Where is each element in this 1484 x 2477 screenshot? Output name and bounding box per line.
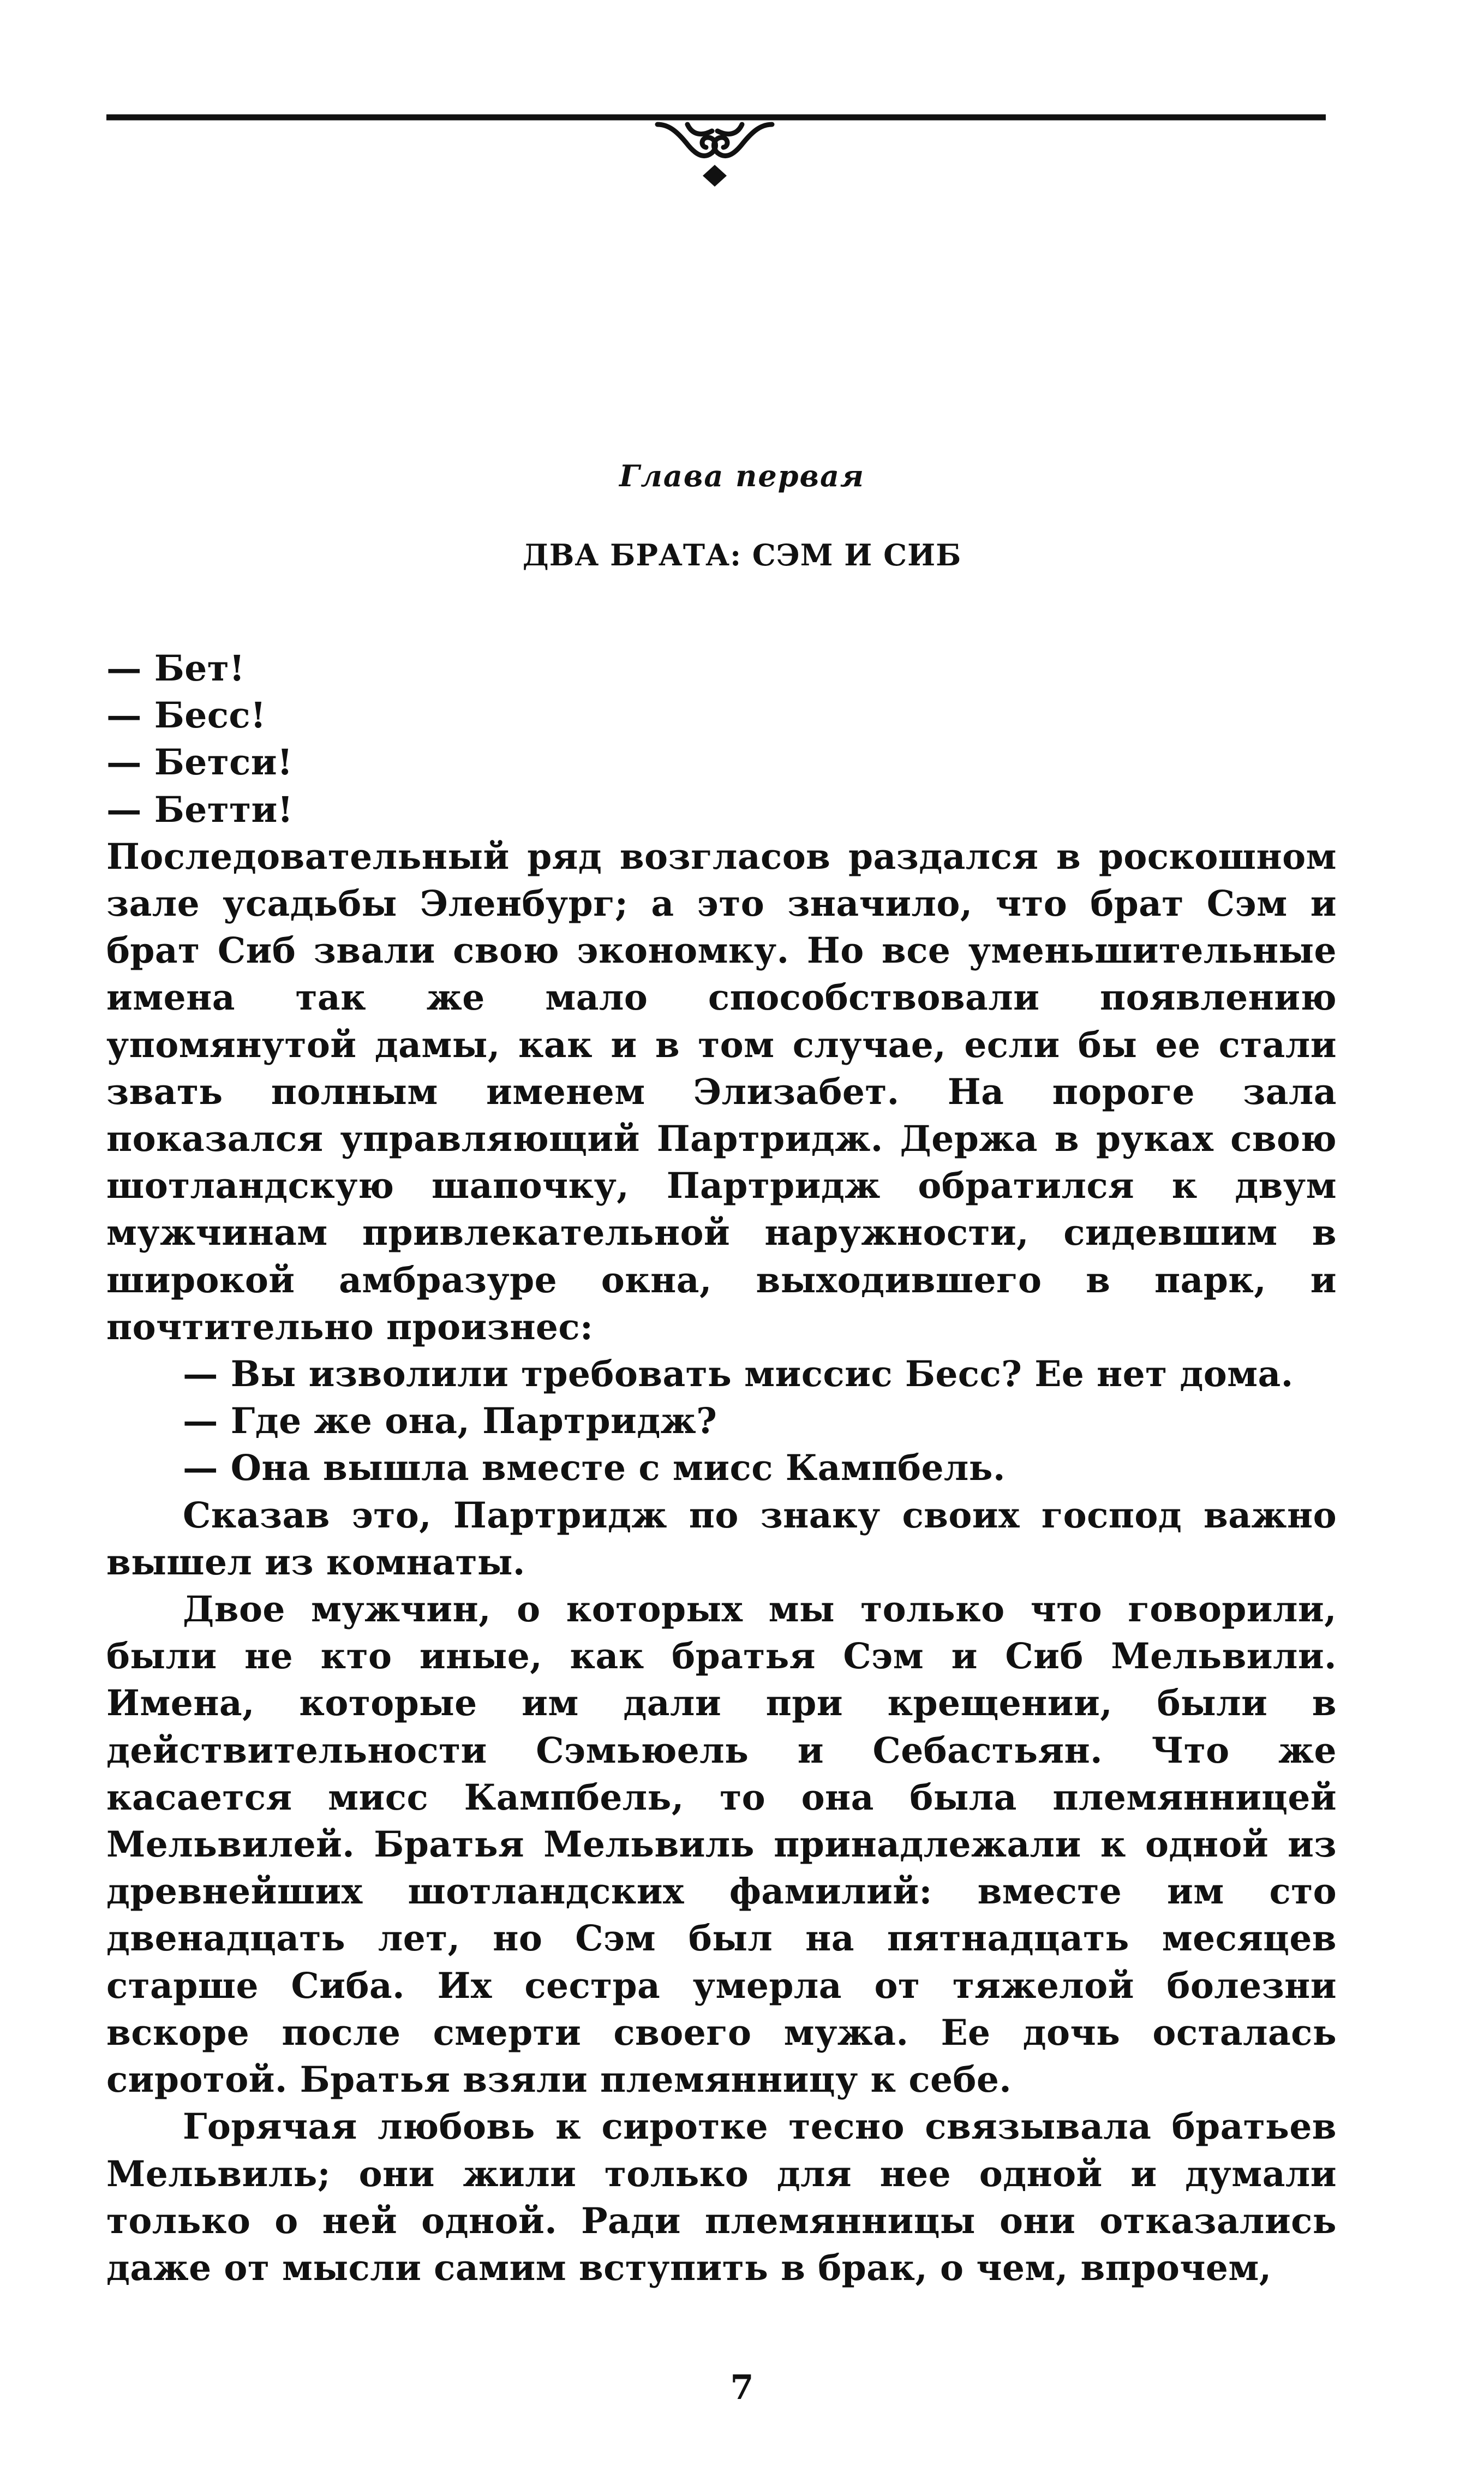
chapter-ornament	[0, 98, 1484, 207]
chapter-title: ДВА БРАТА: СЭМ И СИБ	[522, 538, 962, 572]
paragraph: — Она вышла вместе с мисс Кампбель.	[183, 1447, 1006, 1489]
paragraph: Сказав это, Партридж по знаку своих господ важно вышел из комнаты.	[106, 1494, 1337, 1583]
paragraph: — Бет!	[106, 648, 245, 689]
paragraph: — Бесс!	[106, 695, 266, 737]
paragraph: — Бетти!	[106, 789, 294, 831]
chapter-label: Глава первая	[619, 458, 865, 493]
paragraph: Горячая любовь к сиротке тесно связывала братьев Мельвиль; они жили только для нее одной и думали только о ней одной. Ради племянницы они отказались даже от мысли самим вступить в брак, о чем, впрочем,	[106, 2106, 1337, 2289]
paragraph: Последовательный ряд возгласов раздался в роскошном зале усадьбы Эленбург; а это значило, что брат Сэм и брат Сиб звали свою экономку. Но все уменьшительные имена так же мало способствовали появлению упомянутой дамы, как и в том случае, если бы ее стали звать полным именем Элизабет. На пороге зала показался управляющий Партридж. Держа в руках свою шотландскую шапочку, Партридж обратился к двум мужчинам привлекательной наружности, сидевшим в широкой амбразуре окна, выходившего в парк, и почтительно произнес:	[106, 835, 1337, 1348]
paragraph: — Бетси!	[106, 742, 293, 784]
page-number: 7	[730, 2367, 754, 2407]
ornament-diamond-icon	[703, 165, 727, 187]
ornament-scroll-icon	[657, 124, 772, 156]
paragraph: — Где же она, Партридж?	[183, 1400, 717, 1442]
body-text	[106, 645, 1337, 2291]
paragraph: Двое мужчин, о которых мы только что говорили, были не кто иные, как братья Сэм и Сиб Мельвили. Имена, которые им дали при крещении, были в действительности Сэмьюель и Себастьян. Что же касается мисс Кампбель, то она была племянницей Мельвилей. Братья Мельвиль принадлежали к одной из древнейших шотландских фамилий: вместе им сто двенадцать лет, но Сэм был на пятнадцать месяцев старше Сиба. Их сестра умерла от тяжелой болезни вскоре после смерти своего мужа. Ее дочь осталась сиротой. Братья взяли племянницу к себе.	[106, 1589, 1337, 2101]
paragraph: — Вы изволили требовать миссис Бесс? Ее нет дома.	[183, 1353, 1294, 1395]
